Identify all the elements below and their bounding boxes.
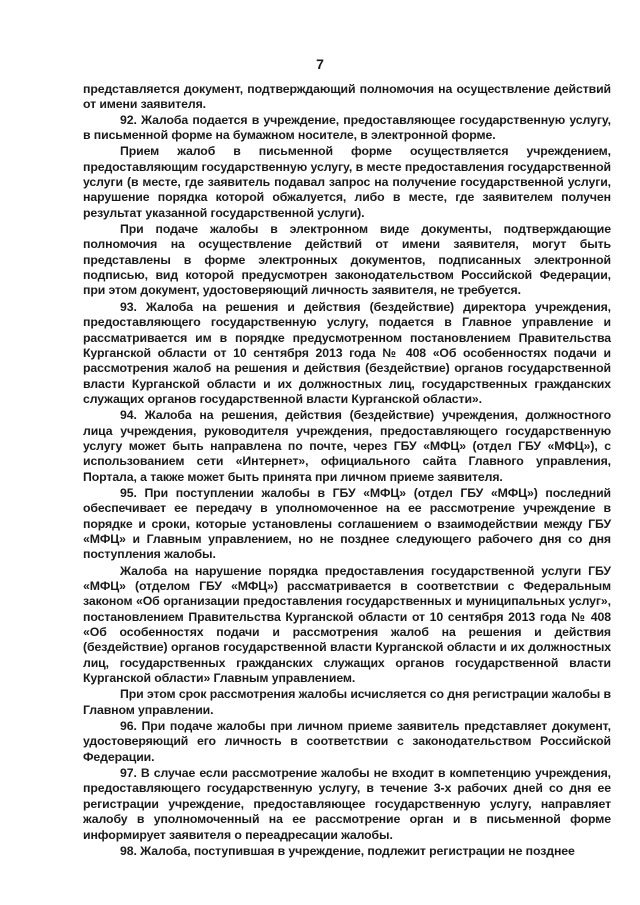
paragraph-97: 97. В случае если рассмотрение жалобы не входит в компетенцию учреждения, предоставляющего государственную услугу, в течение 3-х рабочих дней со дня ее регистрации учреждение, предоставляющее государственную услугу, направляет жалобу в уполномоченный на ее рассмотрение орган и в письменной форме информирует заявителя о переадресации жалобы. [83,766,611,842]
paragraph-93: 93. Жалоба на решения и действия (бездействие) директора учреждения, предоставляющего государственную услугу, подается в Главное управление и рассматривается им в порядке предусмотренном постановлением Правительства Курганской области от 10 сентября 2013 года № 408 «Об особенностях подачи и рассмотрения жалоб на решения и действия (бездействие) органов государственной власти Курганской области и их должностных лиц, государственных гражданских служащих органов государственной власти Курганской области». [83,299,611,406]
document-body [83,82,611,859]
paragraph-94: 94. Жалоба на решения, действия (бездействие) учреждения, должностного лица учреждения, руководителя учреждения, предоставляющего государственную услугу может быть направлена по почте, через ГБУ «МФЦ» (отдел ГБУ «МФЦ»), с использованием сети «Интернет», официального сайта Главного управления, Портала, а также может быть принята при личном приеме заявителя. [83,408,611,484]
paragraph-98: 98. Жалоба, поступившая в учреждение, подлежит регистрации не позднее [120,843,575,858]
paragraph-95: 95. При поступлении жалобы в ГБУ «МФЦ» (отдел ГБУ «МФЦ») последний обеспечивает ее передачу в уполномоченное на ее рассмотрение учреждение в порядке и сроки, которые установлены соглашением о взаимодействии между ГБУ «МФЦ» и Главным управлением, но не позднее следующего рабочего дня со дня поступления жалобы. [83,485,611,562]
paragraph-electronic-submission: При подаче жалобы в электронном виде документы, подтверждающие полномочия на осуществление действий от имени заявителя, могут быть представлены в форме электронных документов, подписанных электронной подписью, вид которой предусмотрен законодательством Российской Федерации, при этом документ, удостоверяющий личность заявителя, не требуется. [83,222,611,298]
paragraph-92: 92. Жалоба подается в учреждение, предоставляющее государственную услугу, в письменной форме на бумажном носителе, в электронной форме. [83,112,611,143]
paragraph-96: 96. При подаче жалобы при личном приеме заявитель представляет документ, удостоверяющий его личность в соответствии с законодательством Российской Федерации. [83,719,611,764]
paragraph-review-period: При этом срок рассмотрения жалобы исчисляется со дня регистрации жалобы в Главном управлении. [83,687,611,717]
paragraph-continuation: представляется документ, подтверждающий полномочия на осуществление действий от имени заявителя. [83,82,611,112]
page-number: 7 [316,56,324,72]
paragraph-written-reception: Прием жалоб в письменной форме осуществляется учреждением, предоставляющим государственную услугу, в месте предоставления государственной услуги (в месте, где заявитель подавал запрос на получение государственной услуги, нарушение порядка которой обжалуется, либо в месте, где заявителем получен результат указанной государственной услуги). [83,144,611,220]
paragraph-mfc-complaint: Жалоба на нарушение порядка предоставления государственной услуги ГБУ «МФЦ» (отделом ГБУ «МФЦ») рассматривается в соответствии с Федеральным законом «Об организации предоставления государственных и муниципальных услуг», постановлением Правительства Курганской области от 10 сентября 2013 года № 408 «Об особенностях подачи и рассмотрения жалоб на решения и действия (бездействие) органов государственной власти Курганской области и их должностных лиц, государственных гражданских служащих органов государственной власти Курганской области» Главным управлением. [83,563,611,686]
